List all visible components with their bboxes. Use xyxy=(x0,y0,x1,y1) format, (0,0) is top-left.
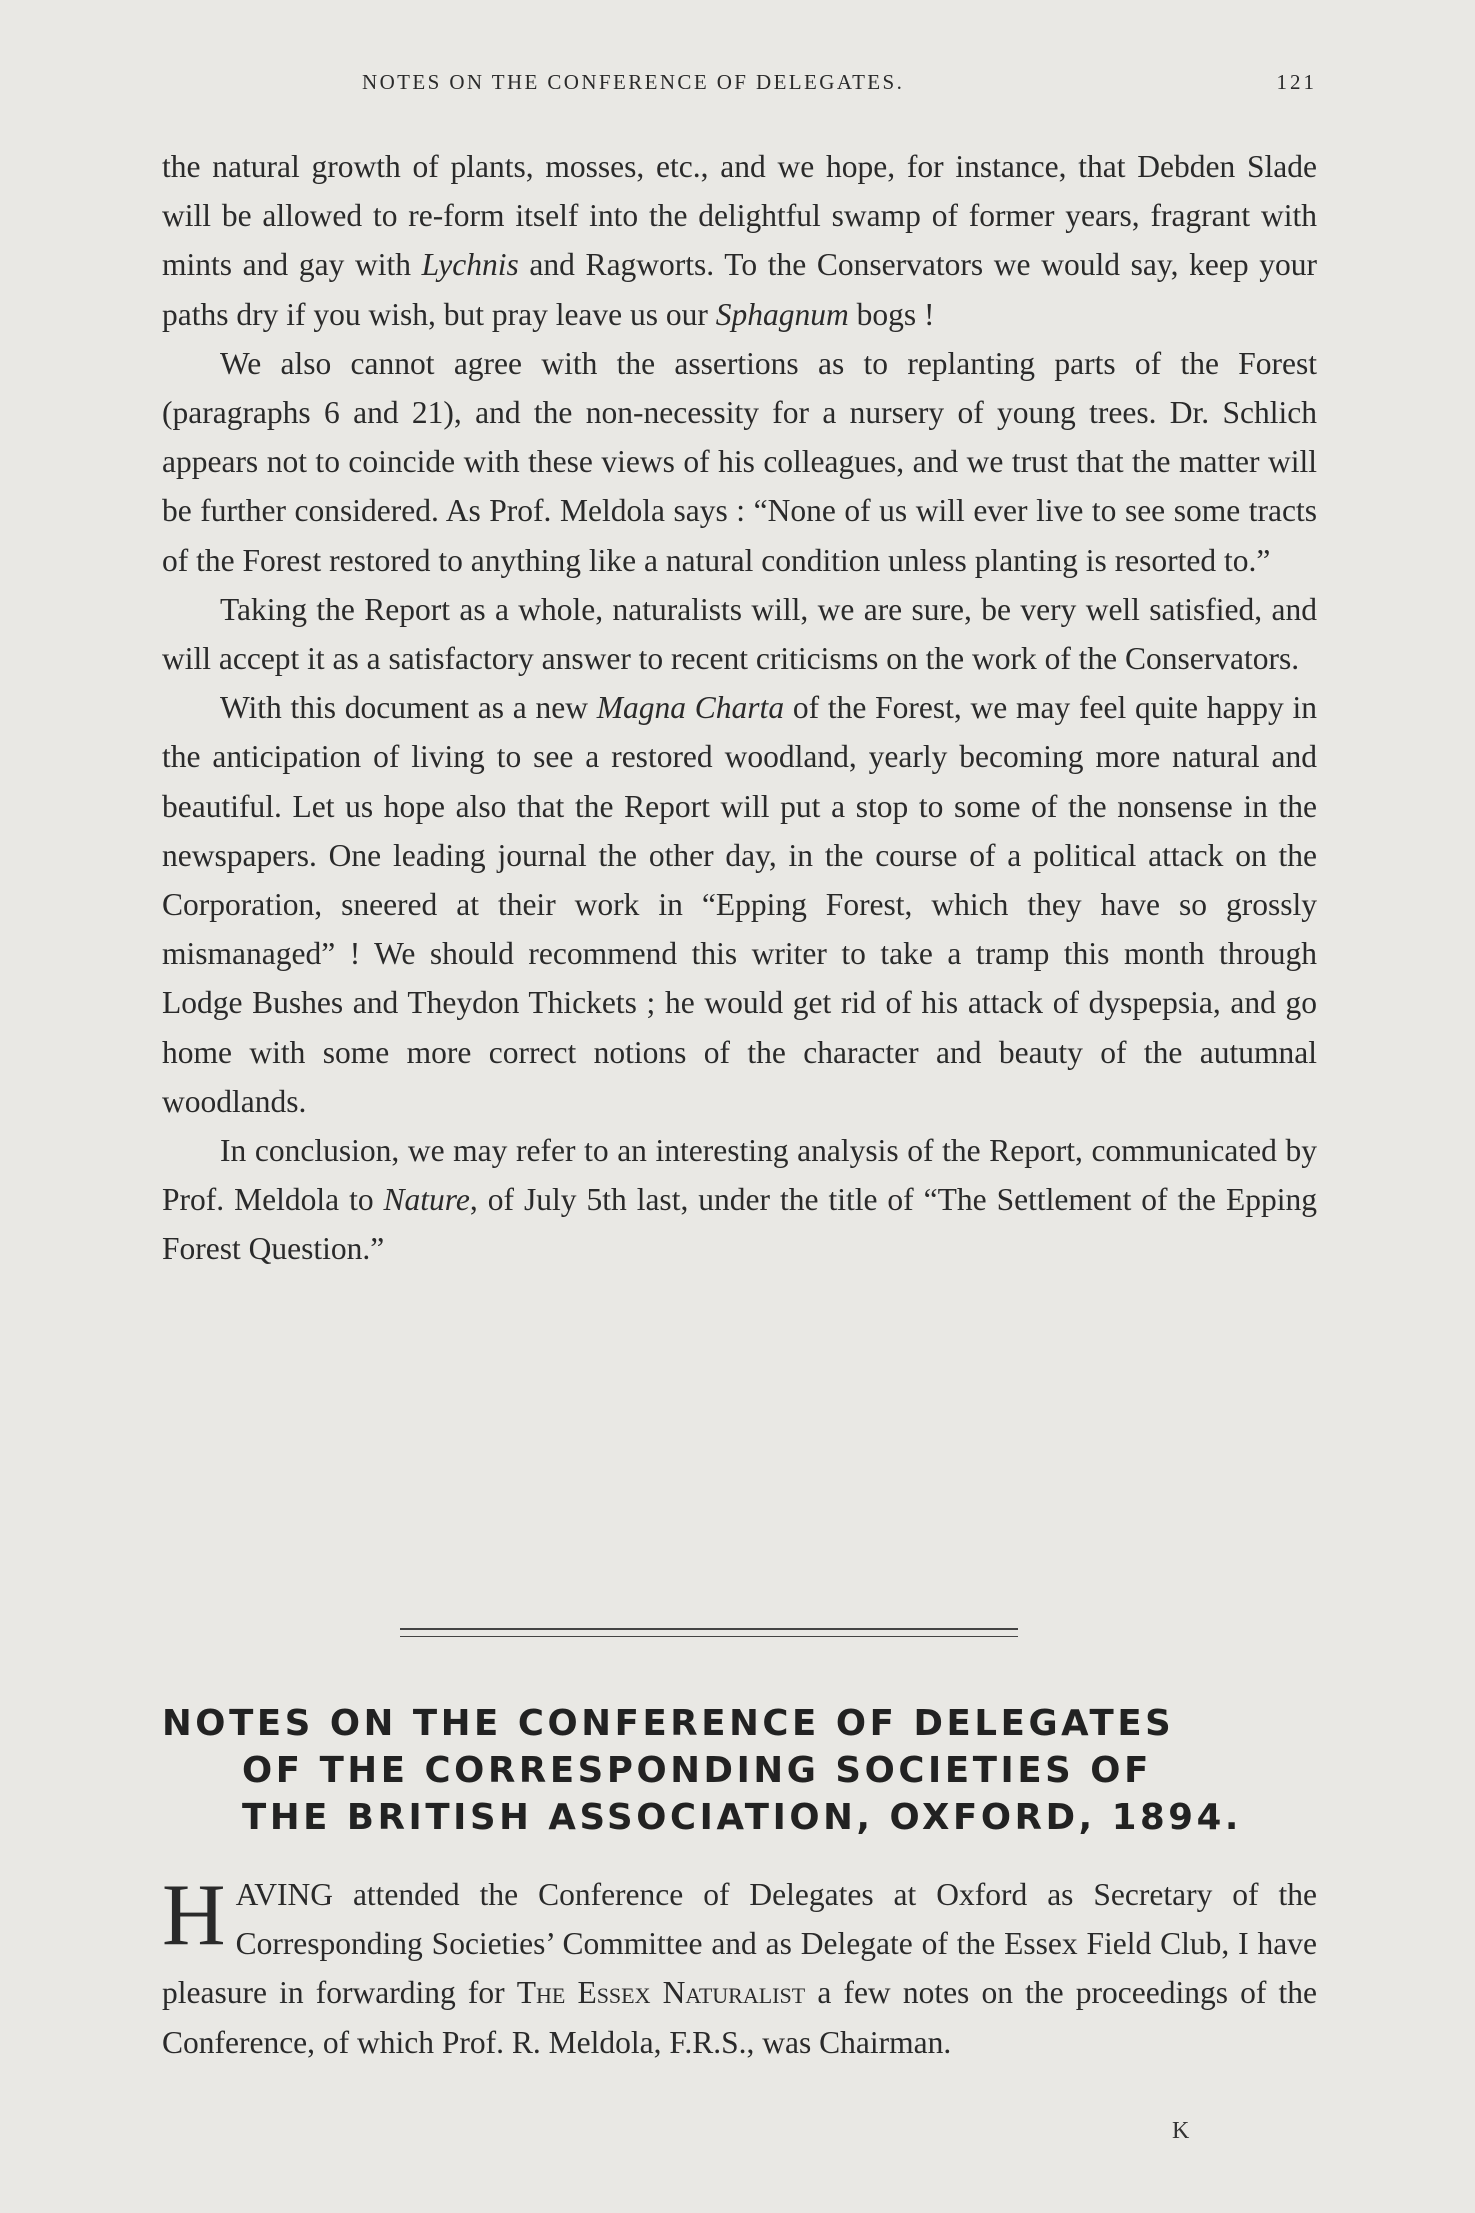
text-segment: In conclusion, we may refer to an interesting analysis of the Report, communicated by Prof. Meldola to xyxy=(162,1133,1317,1218)
text-segment: We also cannot agree with the assertions as to replanting parts of the Forest (paragraphs 6 and 21), and the non-necessity for a nursery of young trees. Dr. Schlich appears not to coincide with these views of his colleagues, and we trust that the matter will be further considered. As Prof. Meldola says : “None of us will ever live to see some tracts of the Forest restored to anything like a natural condition unless planting is resorted to.” xyxy=(162,345,1317,578)
page-number: 121 xyxy=(1276,70,1317,94)
text-segment: a few notes on the proceedings of the Conference, of which Prof. R. Meldola, F.R.S., was Chairman. xyxy=(162,1975,1317,2060)
section-heading xyxy=(162,1700,1317,1841)
journal-title: The Essex Naturalist xyxy=(516,1975,806,2011)
body-text xyxy=(162,142,1317,1274)
heading-line: NOTES ON THE CONFERENCE OF DELEGATES xyxy=(162,1703,1175,1744)
paragraph xyxy=(162,1867,1317,2067)
section-body xyxy=(162,1867,1317,2067)
section-divider-rule xyxy=(400,1628,1018,1637)
italic-term: Sphagnum xyxy=(715,296,849,332)
italic-term: Lychnis xyxy=(421,247,519,283)
text-segment: and Ragworts. To the Conservators we would say, keep your paths dry if you wish, but pray leave us our xyxy=(162,247,1317,332)
text-segment: of the Forest, we may feel quite happy in the anticipation of living to see a restored woodland, yearly becoming more natural and beautiful. Let us hope also that the Report will put a stop to some of the nonsense in the newspapers. One leading journal the other day, in the course of a political attack on the Corporation, sneered at their work in “Epping Forest, which they have so grossly mismanaged” ! We should recommend this writer to take a tramp this month through Lodge Bushes and Theydon Thickets ; he would get rid of his attack of dyspepsia, and go home with some more correct notions of the character and beauty of the autumnal woodlands. xyxy=(162,690,1318,1119)
paragraph xyxy=(162,585,1317,683)
running-title: NOTES ON THE CONFERENCE OF DELEGATES. xyxy=(362,70,905,94)
italic-term: Nature xyxy=(383,1182,470,1218)
text-segment: AVING attended the Conference of Delegates at Oxford as Secretary of the Corresponding Societies’ Committee and as Delegate of the Essex Field Club, I have pleasure in forwarding for xyxy=(162,1877,1317,2011)
heading-line: THE BRITISH ASSOCIATION, OXFORD, 1894. xyxy=(242,1797,1242,1838)
text-segment: With this document as a new xyxy=(220,690,597,726)
text-segment: bogs ! xyxy=(848,296,935,332)
paragraph xyxy=(162,1126,1317,1274)
paragraph xyxy=(162,683,1317,1126)
text-segment: the natural growth of plants, mosses, etc., and we hope, for instance, that Debden Slade will be allowed to re-form itself into the delightful swamp of former years, fragrant with mints and gay with xyxy=(162,149,1317,283)
drop-cap: H xyxy=(162,1867,226,1964)
paragraph xyxy=(162,339,1317,585)
heading-line: OF THE CORRESPONDING SOCIETIES OF xyxy=(242,1750,1152,1791)
text-segment: , of July 5th last, under the title of “The Settlement of the Epping Forest Question.” xyxy=(162,1182,1317,1267)
paragraph xyxy=(162,142,1317,339)
signature-mark: K xyxy=(1172,2118,1190,2144)
italic-term: Magna Charta xyxy=(596,690,785,726)
text-segment: Taking the Report as a whole, naturalists will, we are sure, be very well satisfied, and will accept it as a satisfactory answer to recent criticisms on the work of the Conservators. xyxy=(162,591,1317,677)
